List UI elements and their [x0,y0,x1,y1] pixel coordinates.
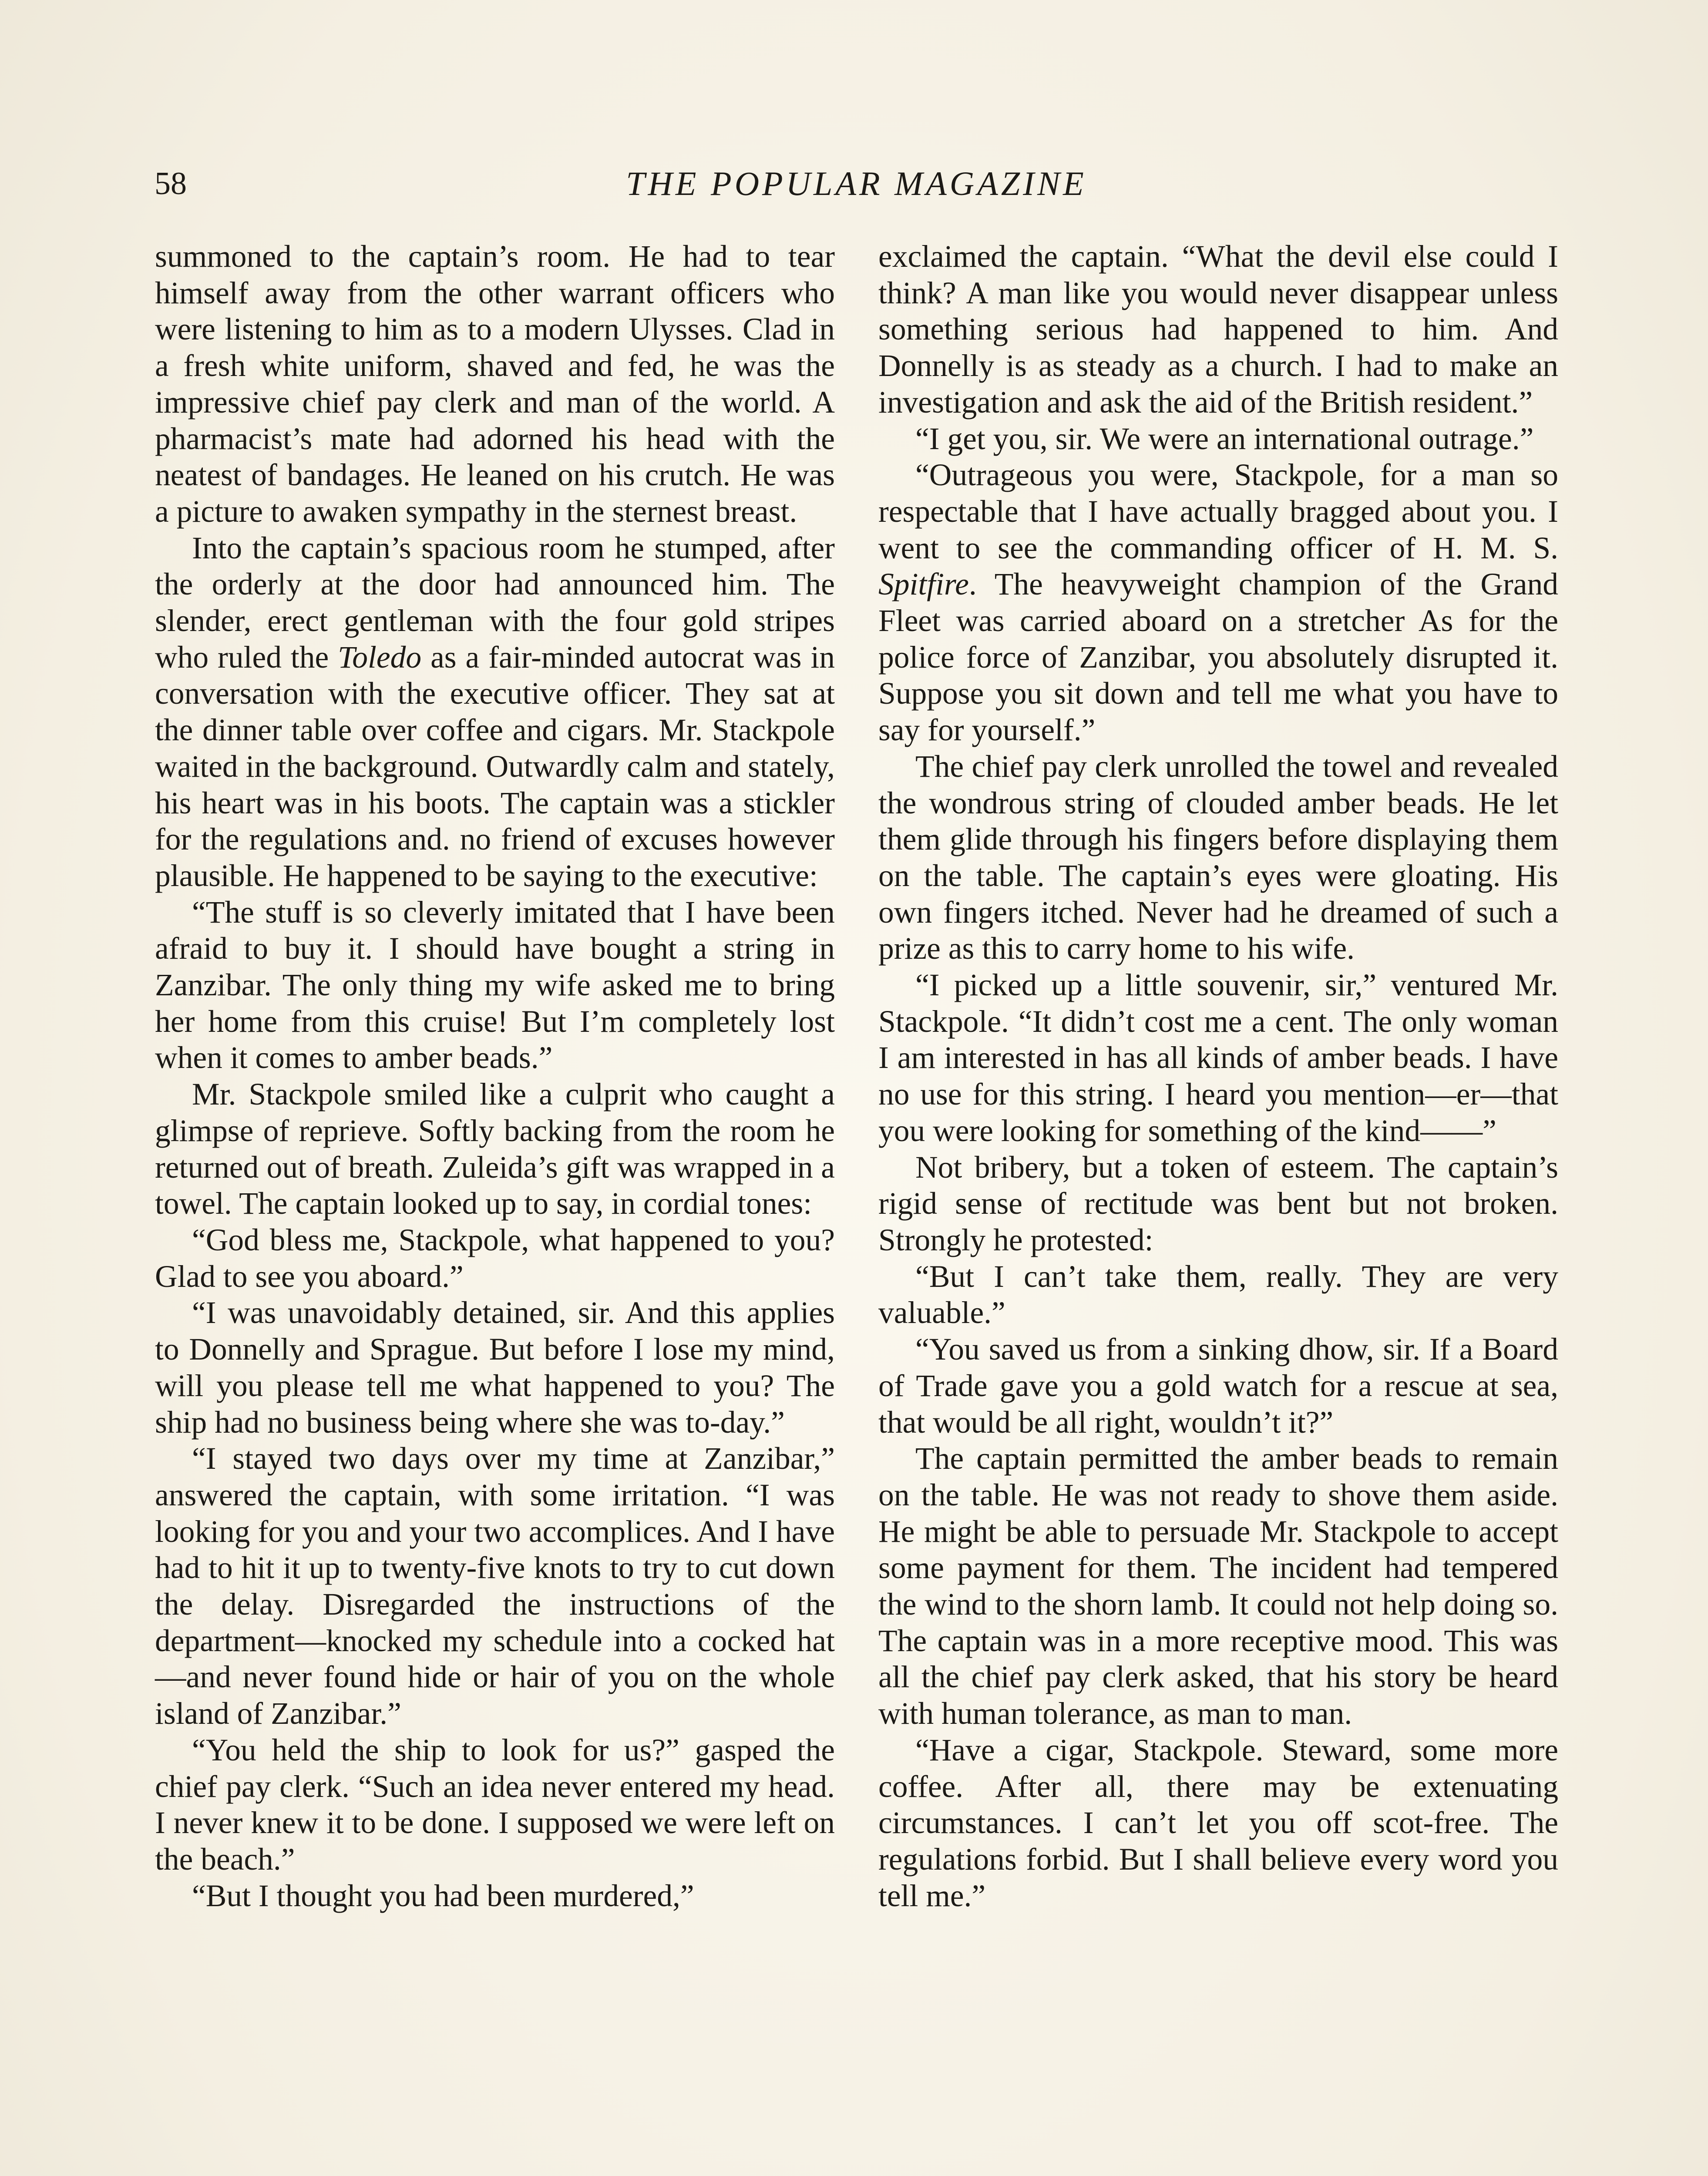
paragraph: “I picked up a little souvenir, sir,” ventured Mr. Stackpole. “It didn’t cost me a cent. The only woman I am interested in has all kinds of amber beads. I have no use for this string. I heard you mention—er—that you were looking for something of the kind——” [878,968,1558,1148]
paragraph: “But I thought you had been murdered,” [192,1878,694,1913]
paragraph: “You held the ship to look for us?” gasped the chief pay clerk. “Such an idea never entered my head. I never knew it to be done. I supposed we were left on the beach.” [155,1733,835,1877]
paragraph: Into the captain’s spacious room he stumped, after the orderly at the door had announced him. The slender, erect gentleman with the four gold stripes who ruled the Toledo as a fair-minded autocrat was in conversation with the executive officer. They sat at the dinner table over coffee and cigars. Mr. Stackpole waited in the background. Outwardly calm and stately, his heart was in his boots. The captain was a stickler for the regulations and. no friend of excuses however plausible. He happened to be saying to the executive: [155,531,835,893]
paragraph: Mr. Stackpole smiled like a culprit who caught a glimpse of reprieve. Softly backing from the room he returned out of breath. Zuleida’s gift was wrapped in a towel. The captain looked up to say, in cordial tones: [155,1077,835,1221]
paragraph: The chief pay clerk unrolled the towel and revealed the wondrous string of clouded amber beads. He let them glide through his fingers before displaying them on the table. The captain’s eyes were gloating. His own fingers itched. Never had he dreamed of such a prize as this to carry home to his wife. [878,749,1558,966]
paragraph: “Have a cigar, Stackpole. Steward, some more coffee. After all, there may be extenuating circumstances. I can’t let you off scot-free. The regulations forbid. But I shall believe every word you tell me.” [878,1733,1558,1913]
ship-name: Toledo [338,640,422,675]
right-column [878,238,1558,1914]
paragraph: exclaimed the captain. “What the devil else could I think? A man like you would never disappear unless something serious had happened to him. And Donnelly is as steady as a church. I had to make an investigation and ask the aid of the British resident.” [878,239,1558,420]
paragraph: “You saved us from a sinking dhow, sir. If a Board of Trade gave you a gold watch for a rescue at sea, that would be all right, wouldn’t it?” [878,1332,1558,1440]
paragraph: “God bless me, Stackpole, what happened to you? Glad to see you aboard.” [155,1222,835,1294]
paragraph: Not bribery, but a token of esteem. The captain’s rigid sense of rectitude was bent but not broken. Strongly he protested: [878,1150,1558,1257]
paragraph: “I stayed two days over my time at Zanzibar,” answered the captain, with some irritation. “I was looking for you and your two accomplices. And I have had to hit it up to twenty-five knots to try to cut down the delay. Disregarded the instructions of the department—knocked my schedule into a cocked hat—and never found hide or hair of you on the whole island of Zanzibar.” [155,1441,835,1731]
paragraph: “The stuff is so cleverly imitated that I have been afraid to buy it. I should have bought a string in Zanzibar. The only thing my wife asked me to bring her home from this cruise! But I’m completely lost when it comes to amber beads.” [155,895,835,1075]
page-header [155,162,1558,210]
left-column [155,238,835,1914]
running-head-title: THE POPULAR MAGAZINE [626,165,1087,202]
paragraph: “I get you, sir. We were an international outrage.” [915,421,1534,456]
paragraph: summoned to the captain’s room. He had to tear himself away from the other warrant officers who were listening to him as to a modern Ulysses. Clad in a fresh white uniform, shaved and fed, he was the impressive chief pay clerk and man of the world. A pharmacist’s mate had adorned his head with the neatest of bandages. He leaned on his crutch. He was a picture to awaken sympathy in the sternest breast. [155,239,835,529]
paragraph: The captain permitted the amber beads to remain on the table. He was not ready to shove them aside. He might be able to persuade Mr. Stackpole to accept some payment for them. The incident had tempered the wind to the shorn lamb. It could not help doing so. The captain was in a more receptive mood. This was all the chief pay clerk asked, that his story be heard with human tolerance, as man to man. [878,1441,1558,1731]
paragraph: “I was unavoidably detained, sir. And this applies to Donnelly and Sprague. But before I lose my mind, will you please tell me what happened to you? The ship had no business being where she was to-day.” [155,1296,835,1440]
ship-name: Spitfire [878,567,969,602]
paragraph: “But I can’t take them, really. They are very valuable.” [878,1259,1558,1330]
paragraph: “Outrageous you were, Stackpole, for a man so respectable that I have actually bragged about you. I went to see the commanding officer of H. M. S. Spitfire. The heavyweight champion of the Grand Fleet was carried aboard on a stretcher As for the police force of Zanzibar, you absolutely disrupted it. Suppose you sit down and tell me what you have to say for yourself.” [878,458,1558,748]
page-number: 58 [155,166,187,201]
